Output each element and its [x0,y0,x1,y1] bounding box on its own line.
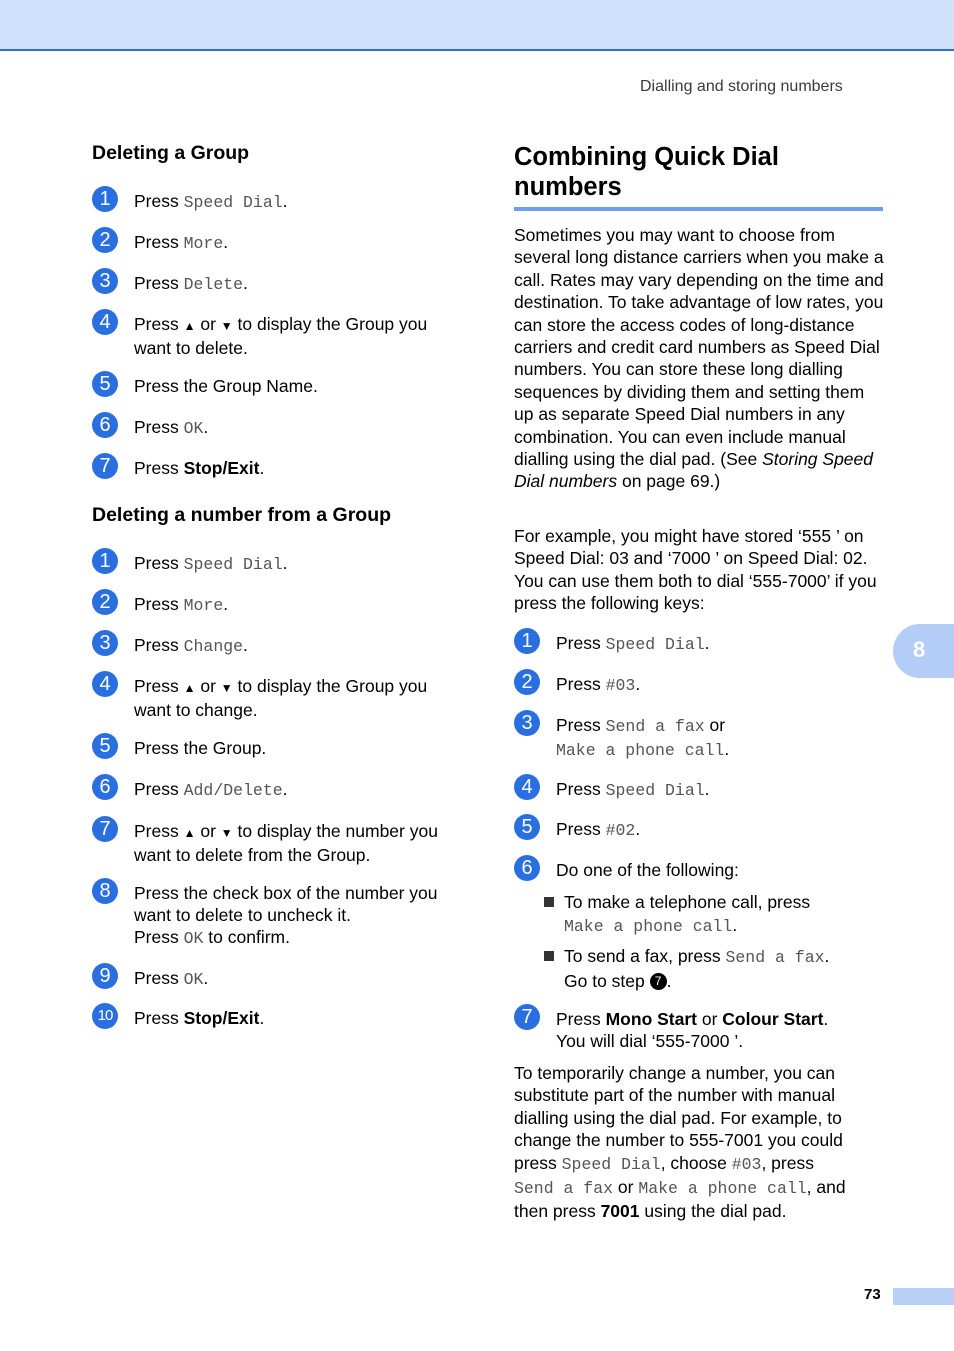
step-reference-icon: 7 [650,973,667,990]
section-heading: Deleting a Group [92,142,250,164]
key-label: Stop/Exit [183,458,260,478]
step-number-icon: 7 [92,816,118,842]
step-number-icon: 1 [514,628,540,654]
step-number-icon: 6 [514,855,540,881]
step-number-icon: 4 [92,671,118,697]
step-number-icon: 1 [92,548,118,574]
down-arrow-icon: ▼ [220,826,233,840]
key-label: OK [183,419,204,438]
step-number-icon: 3 [92,268,118,294]
key-label: Add/Delete [183,781,283,800]
step-number-icon: 5 [514,814,540,840]
example-paragraph: For example, you might have stored ‘555 ’ on Speed Dial: 03 and ‘7000 ’ on Speed Dial: 02. You can use them both to dial ‘555-7000’ if you press the following keys: [514,526,877,614]
down-arrow-icon: ▼ [220,319,233,333]
step-number-icon: 6 [92,412,118,438]
key-label: More [183,596,224,615]
key-label: Mono Start [605,1009,697,1029]
key-label: Speed Dial [605,635,705,654]
key-label: Make a phone call [556,741,725,760]
up-arrow-icon: ▲ [183,681,196,695]
key-label: More [183,234,224,253]
key-label: #03 [605,676,636,695]
step-number-icon: 7 [92,453,118,479]
bullet-square-icon [544,897,554,907]
key-label: OK [183,929,204,948]
step-number-icon: 10 [92,1003,118,1029]
page-number: 73 [864,1286,881,1303]
cross-reference: Storing Speed Dial numbers [514,449,874,492]
step-number-icon: 1 [92,186,118,212]
key-label: Send a fax [514,1179,614,1199]
key-label: OK [183,970,204,989]
key-label: Stop/Exit [183,1008,260,1028]
step-number-icon: 2 [92,227,118,253]
key-label: Speed Dial [561,1154,661,1174]
footer-bar [893,1288,954,1305]
step-number-icon: 9 [92,963,118,989]
step-number-icon: 4 [514,774,540,800]
key-label: Colour Start [722,1009,824,1029]
step-number-icon: 8 [92,878,118,904]
section-deleting-number: Deleting a number from a Group 1 Press Speed Dial. 2 Press More. 3 Press Change. 4 Press ▲ or ▼ to display the Group you want to change. 5 Press the Group. 6 Press Add/Delete. 7 Press ▲ or ▼ to display the number you want to delete from the Group. 8 Press the check box of the number you want to delete to uncheck it. Press OK to confirm. 9 Press OK. 10 Press Stop/Exit. [92,504,438,1028]
up-arrow-icon: ▲ [183,319,196,333]
key-label: Speed Dial [605,781,705,800]
key-label: Make a phone call [638,1179,807,1199]
step-number-icon: 7 [514,1004,540,1030]
bullet-phone-call: To make a telephone call, press Make a phone call. [564,891,884,938]
step-number-icon: 5 [92,733,118,759]
chapter-tab: 8 [893,624,954,678]
section-deleting-group: Deleting a Group 1 Press Speed Dial. 2 Press More. 3 Press Delete. 4 Press ▲ or ▼ to display the Group you want to delete. 5 Press the Group Name. 6 Press OK. 7 Press Stop/Exit. [92,142,428,478]
title-rule [514,207,883,211]
step-number-icon: 2 [92,589,118,615]
step-number-icon: 5 [92,371,118,397]
key-label: #03 [731,1154,762,1174]
key-label: #02 [605,821,636,840]
running-header: Dialling and storing numbers [640,78,843,95]
right-column: Combining Quick Dial numbers Sometimes you may want to choose from several long distance carriers when you make a call. Rates may vary depending on the time and destination. To take advantage of low rates, you can store the access codes of long-distance carriers and credit card numbers as Speed Dial numbers. You can store these long dialling sequences by dividing them and setting them up as separate Speed Dial numbers in any combination. You can even include manual dialling using the dial pad. (See Storing Speed Dial numbers on page 69.) For example, you might have stored ‘555 ’ on Speed Dial: 03 and ‘7000 ’ on Speed Dial: 02. You can use them both to dial ‘555-7000’ if you press the following keys: 1 Press Speed Dial. 2 Press #03. 3 Press Send a fax or Make a phone call. 4 Press Speed Dial. 5 Press #02. 6 Do one of the following: To make a telephone call, press Make a phone call. To send a fax, press Send a fax. Go to step 7 . 7 Press Mono Start or Colour Start. You will dial ‘555-7000 ’. To temporarily change a number, you can substitute part of the number with manual dialling using the dial pad. For example, to change the number to 555-7001 you could press Speed Dial, choose #03, press Send a fax or Make a phone call, and then press 7001 using the dial pad. [514,143,884,1222]
step-number-icon: 2 [514,669,540,695]
up-arrow-icon: ▲ [183,826,196,840]
key-label: Make a phone call [564,916,733,936]
section-title: Combining Quick Dial numbers [514,143,779,201]
substitute-paragraph: To temporarily change a number, you can substitute part of the number with manual dialling using the dial pad. For example, to change the number to 555-7001 you could press Speed Dial, choose #03, press Send a fax or Make a phone call, and then press 7001 using the dial pad. [514,1063,846,1222]
key-label: Change [183,637,244,656]
step-number-icon: 3 [92,630,118,656]
header-band [0,0,954,51]
step-number-icon: 4 [92,309,118,335]
bullet-send-fax: To send a fax, press Send a fax. Go to step 7 . [564,945,884,992]
key-label: Send a fax [605,717,705,736]
key-label: Speed Dial [183,555,283,574]
key-label: Speed Dial [183,193,283,212]
section-heading: Deleting a number from a Group [92,504,392,526]
down-arrow-icon: ▼ [220,681,233,695]
key-label: Delete [183,275,244,294]
step-number-icon: 3 [514,710,540,736]
intro-paragraph: Sometimes you may want to choose from several long distance carriers when you make a call. Rates may vary depending on the time and destination. To take advantage of low rates, you can store the access codes of long-distance carriers and credit card numbers as Speed Dial numbers. You can store these long dialling sequences by dividing them and setting them up as separate Speed Dial numbers in any combination. You can even include manual dialling using the dial pad. (See Storing Speed Dial numbers on page 69.) [514,225,884,492]
key-label: Send a fax [725,948,825,967]
step-number-icon: 6 [92,774,118,800]
bullet-square-icon [544,951,554,961]
